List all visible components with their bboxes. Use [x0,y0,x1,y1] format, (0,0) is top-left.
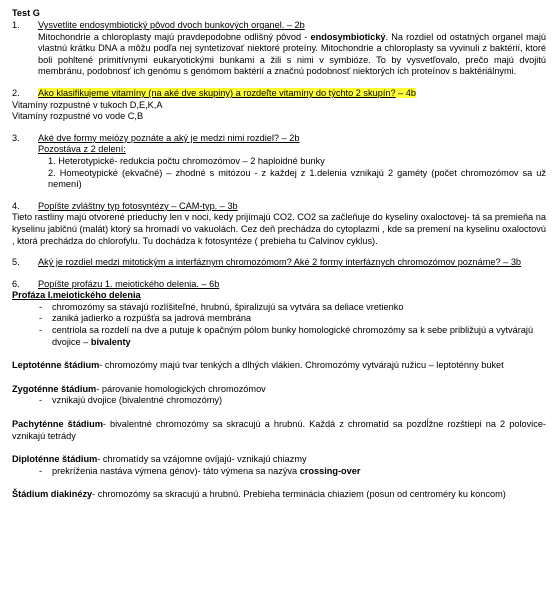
stage-heading: Štádium diakinézy [12,489,93,500]
bold-term: bivalenty [90,336,131,347]
answer-2-line-2: Vitamíny rozpustné vo vode C,B [12,111,144,122]
answer-4: Tieto rastliny majú otvorené prieduchy len v noci, kedy prijímajú CO2. CO2 sa začleňuje do kyseliny oxaloctovej- tá sa premieňa na kyselinu jablčnú (malát) ktorý sa hromadí vo vakuolách. Cez deň prechádza do cytoplazmi , kde sa premení na kyselinu oxaloctovú , ktorá prechádza do chlorofylu. Tu dochádza k fotosyntéze ( prebieha tu Calvinov cyklus). [12,212,546,246]
question-1 [12,20,546,32]
stage-heading: Zygoténne štádium [12,383,97,394]
list-item: - centriola sa rozdelí na dve a putuje k opačným pólom bunky homologické chromozómy sa k sebe približujú a vytvárajú dvojice – bivalenty [38,325,534,347]
stage-leptotene: Leptoténne štádium- chromozómy majú tvar tenkých a dlhých vlákien. Chromozómy vytvárajú ružicu – leptoténny buket [12,360,504,371]
test-title: Test G [12,8,40,18]
question-number: 2. [12,87,20,98]
answer-2-line-1: Vitamíny rozpustné v tukoch D,E,K,A [12,99,163,110]
stage-pachytene: Pachyténne štádium- bivalentné chromozómy sa skracujú a hrubnú. Každá z chromatíd sa pozdĺžne rozštiepi na 2 polovice- vznikajú tetrády [12,419,546,441]
question-2 [12,88,546,100]
prophase-heading: Profáza I.meiotického delenia [12,290,141,301]
question-number: 4. [12,200,20,211]
question-number: 1. [12,20,20,30]
list-item: - zaniká jadierko a rozpúšťa sa jadrová membrána [38,313,252,324]
question-number: 5. [12,257,20,268]
bold-term: endosymbiotický [310,31,386,42]
question-text: Popíšte zvláštny typ fotosyntézy – CAM-typ. – 3b [38,200,238,211]
question-number: 6. [12,278,20,289]
answer-1: Mitochondrie a chloroplasty majú pravdepodobne odlišný pôvod - endosymbiotický. Na rozdiel od ostatných organel majú vlastnú krátku DNA a môžu podľa nej syntetizovať niektoré proteíny. Mitochondrie a chloroplasty sa vyvinuli z baktérií, ktoré boli pohltené primitívnymi eukaryotickými bunkami a žili s nimi v symbióze. To by vysvetľovalo, prečo majú dvojitú membránu, podobnosť ich genómu s genómom baktérií a značnú podobnosť niektorých ich proteínov s baktériálnymi. [38,31,546,77]
answer-3-intro: Pozostáva z 2 delení: [38,144,126,155]
question-text-highlighted: Ako klasifikujeme vitamíny (na aké dve skupiny) a rozdeľte vitamíny do týchto 2 skupín? [38,87,396,98]
stage-diplotene: Diploténne štádium- chromatídy sa vzájomne ovíjajú- vznikajú chiazmy [12,454,307,465]
answer-3-item-2: 2. Homeotypické (ekvačné) – zhodné s mitózou - z každej z 1.delenia vznikajú 2 gaméty (počet chromozómov sa už nemení) [48,167,546,190]
stage-heading: Diploténne štádium [12,454,98,465]
question-text: Aké dve formy meiózy poznáte a aký je medzi nimi rozdiel? – 2b [38,132,300,143]
question-6 [12,279,546,291]
list-item: - chromozómy sa stávajú rozlíšiteľné, hrubnú, špiralizujú sa vytvára sa deliace vretienko [38,301,404,312]
answer-3-item-1: 1. Heterotypické- redukcia počtu chromozómov – 2 haploidné bunky [48,155,325,166]
question-points: – 4b [395,87,417,98]
question-3 [12,133,546,145]
question-5 [12,257,546,269]
question-text: Popíšte profázu 1. meiotického delenia. – 6b [38,278,220,289]
stage-heading: Leptoténne štádium [12,360,100,371]
list-item: - vznikajú dvojice (bivalentné chromozómy) [38,395,223,406]
bold-term: crossing-over [299,465,361,476]
stage-heading: Pachyténne štádium [12,419,103,430]
question-text: Vysvetlite endosymbiotický pôvod dvoch bunkových organel. – 2b [38,20,305,30]
question-text: Aký je rozdiel medzi mitotickým a interfáznym chromozómom? Aké 2 formy interfáznych chromozómov poznáme? – 3b [38,257,522,268]
document-page [0,8,552,602]
list-item: - prekríženia nastáva výmena génov)- táto výmena sa nazýva crossing-over [38,465,361,476]
stage-diakinesis: Štádium diakinézy- chromozómy sa skracujú a hrubnú. Prebieha terminácia chiaziem (posun od centroméry ku koncom) [12,489,506,500]
stage-zygotene: Zygoténne štádium- párovanie homologických chromozómov [12,383,266,394]
question-4 [12,201,546,213]
question-number: 3. [12,132,20,143]
prophase-bullets [12,302,546,348]
